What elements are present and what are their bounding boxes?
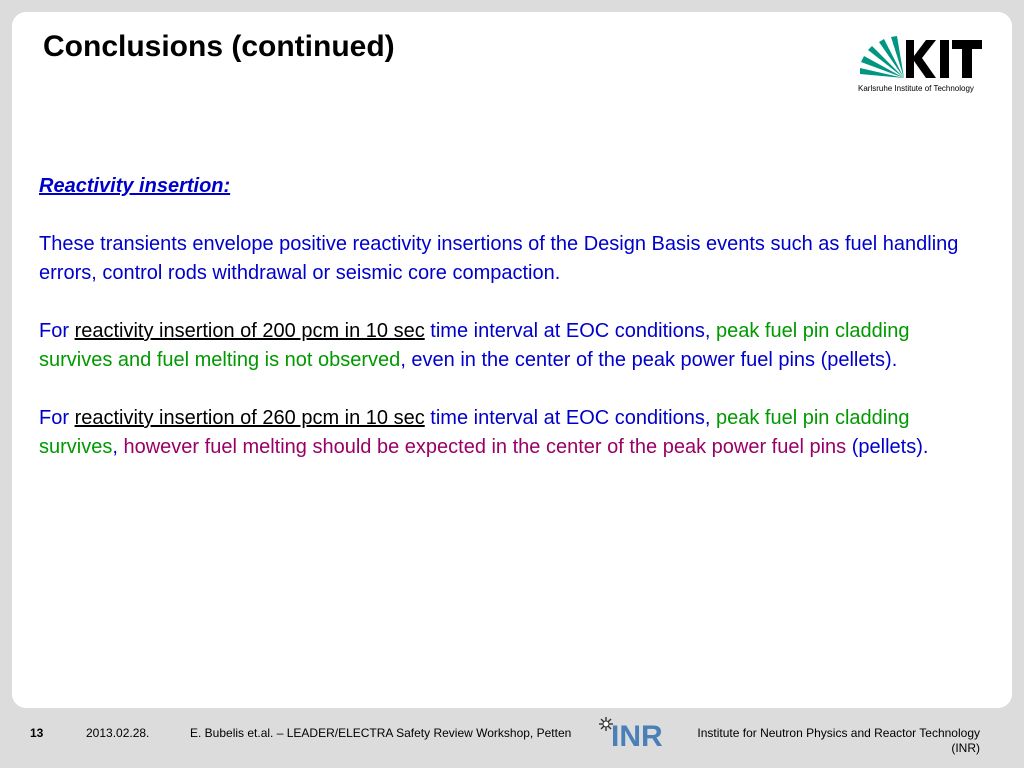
p2-underlined: reactivity insertion of 200 pcm in 10 sec: [74, 320, 425, 342]
p3-lead: For: [39, 407, 75, 429]
p2-green: peak fuel pin cladding survives and fuel melting is not observed: [39, 320, 910, 371]
p3-mid: time interval at EOC conditions,: [424, 407, 716, 429]
p2-mid: time interval at EOC conditions,: [424, 320, 716, 342]
footer-date: 2013.02.28.: [86, 726, 150, 740]
heading-text: Reactivity insertion:: [39, 175, 231, 197]
p3-purple: however fuel melting should be expected in the center of the peak power fuel pins: [123, 436, 847, 458]
kit-logo-caption: Karlsruhe Institute of Technology: [858, 84, 974, 93]
footer-event: E. Bubelis et.al. – LEADER/ELECTRA Safety Review Workshop, Petten: [190, 726, 572, 740]
page-number: 13: [30, 726, 44, 740]
p2-tail: , even in the center of the peak power fuel pins (pellets).: [400, 349, 898, 371]
p2-lead: For: [39, 320, 75, 342]
p3-tail: (pellets).: [846, 436, 929, 458]
institute-line-2: (INR): [951, 741, 980, 755]
slide-title: Conclusions (continued): [43, 30, 395, 63]
inr-logo-text: INR: [611, 720, 663, 748]
inr-logo-icon: [597, 714, 671, 748]
section-heading: [39, 172, 979, 201]
paragraph-200pcm: [39, 317, 979, 375]
paragraph-260pcm: [39, 404, 979, 462]
p3-underlined: reactivity insertion of 260 pcm in 10 sec: [74, 407, 425, 429]
paragraph-intro: These transients envelope positive reactivity insertions of the Design Basis events such as fuel handling errors, control rods withdrawal or seismic core compaction.: [39, 233, 959, 284]
slide-footer: [0, 712, 1024, 768]
slide-body: [39, 172, 979, 491]
footer-institute: [697, 726, 980, 756]
p3-comma: ,: [112, 436, 124, 458]
institute-line-1: Institute for Neutron Physics and Reactor Technology: [697, 726, 980, 740]
p3-green: peak fuel pin cladding survives: [39, 407, 910, 458]
